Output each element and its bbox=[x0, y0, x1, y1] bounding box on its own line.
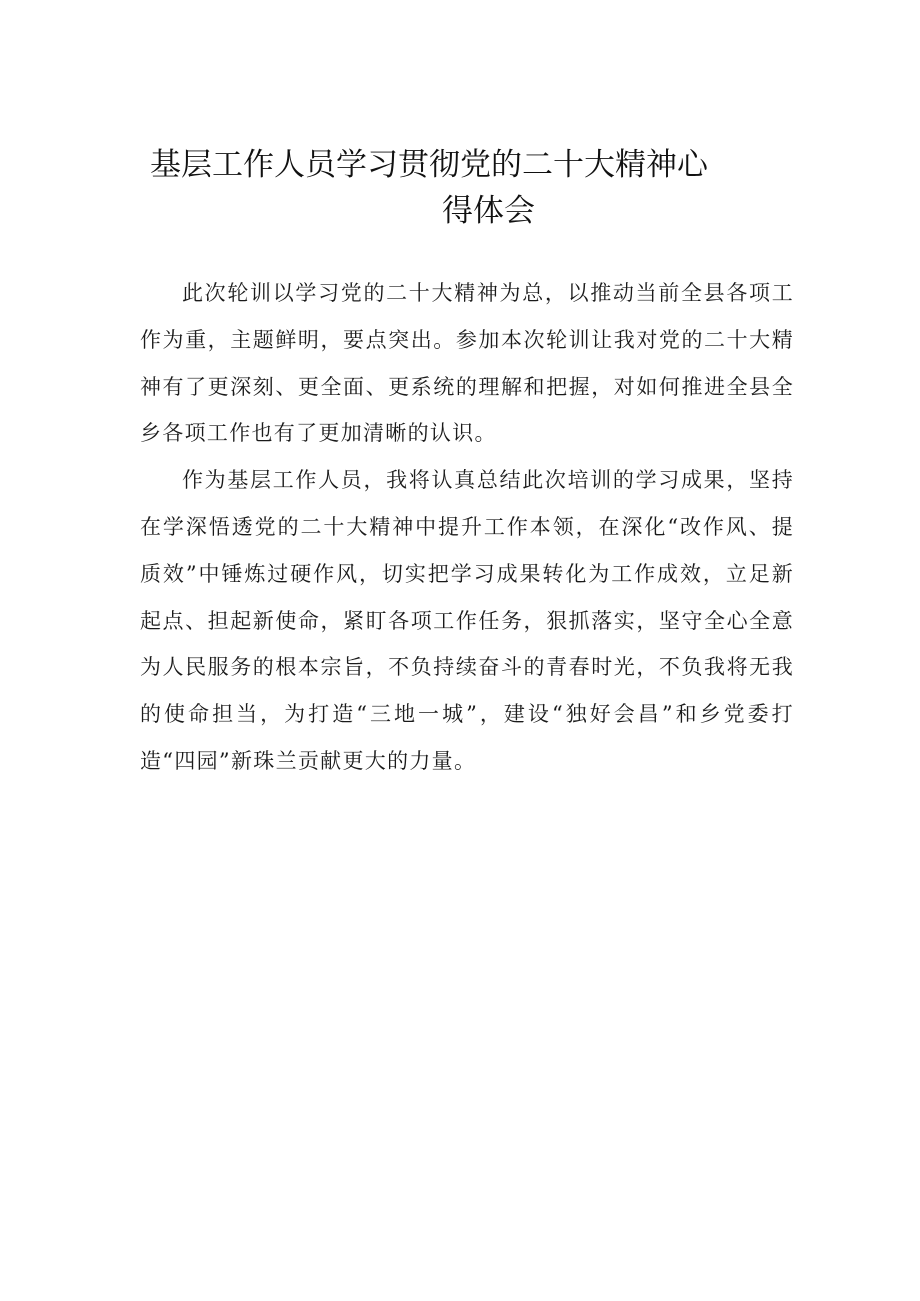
paragraph-1: 此次轮训以学习党的二十大精神为总，以推动当前全县各项工作为重，主题鲜明，要点突出。参加本次轮训让我对党的二十大精神有了更深刻、更全面、更系统的理解和把握，对如何推进全县全乡各项工作也有了更加清晰的认识。 bbox=[140, 281, 794, 446]
title-line-2: 得体会 bbox=[442, 193, 535, 229]
title-line-1: 基层工作人员学习贯彻党的二十大精神心 bbox=[150, 147, 708, 183]
document-body bbox=[140, 270, 794, 785]
paragraph-2: 作为基层工作人员，我将认真总结此次培训的学习成果，坚持在学深悟透党的二十大精神中提升工作本领，在深化“改作风、提质效”中锤炼过硬作风，切实把学习成果转化为工作成效，立足新起点、担起新使命，紧盯各项工作任务，狠抓落实，坚守全心全意为人民服务的根本宗旨，不负持续奋斗的青春时光，不负我将无我的使命担当，为打造“三地一城”，建设“独好会昌”和乡党委打造“四园”新珠兰贡献更大的力量。 bbox=[140, 468, 794, 773]
document-title bbox=[140, 142, 800, 234]
